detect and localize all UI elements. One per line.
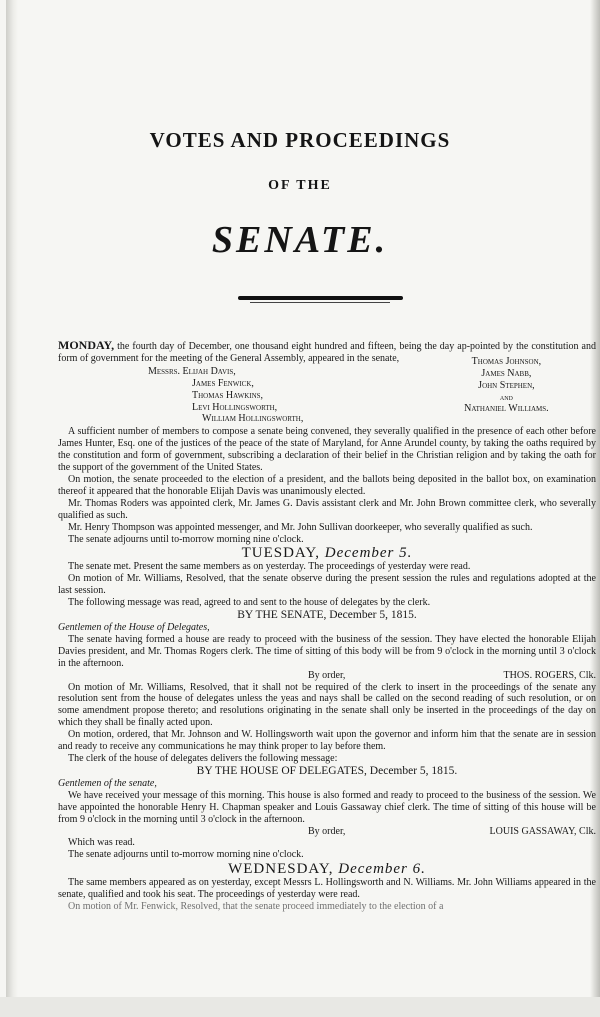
signature-line-rogers: By order, THOS. ROGERS, Clk. xyxy=(308,669,596,681)
member: Levi Hollingsworth, xyxy=(192,401,278,413)
ornamental-rule xyxy=(238,296,403,300)
paragraph-message: The following message was read, agreed to and sent to the house of delegates by the clerk. xyxy=(68,597,431,609)
paragraph-rules: On motion of Mr. Williams, Resolved, that the senate observe during the present session the rules and regulations adopted at the last session. xyxy=(58,573,596,597)
paragraph-which-was-read: Which was read. xyxy=(68,837,135,849)
paragraph-senate-formed: The senate having formed a house are ready to proceed with the business of the session. They have elected the honorable Elijah Davies president, and Mr. Thomas Rogers clerk. The time of sitting of this body will be from 9 o'clock in the morning until 3 o'clock in the afternoon. xyxy=(58,633,596,669)
paragraph-wait-upon-governor: On motion, ordered, that Mr. Johnson and W. Hollingsworth wait upon the governor and inform him that the senate are in session and ready to receive any communications he may think proper to lay before them. xyxy=(58,729,596,753)
paragraph-clerk-delivers: The clerk of the house of delegates delivers the following message: xyxy=(68,753,338,764)
subheading-by-the-senate: BY THE SENATE, December 5, 1815. xyxy=(237,609,417,622)
paragraph-adjourn-2: The senate adjourns until to-morrow morning nine o'clock. xyxy=(68,849,304,861)
title-of-the: OF THE xyxy=(268,178,332,193)
paragraph-clerks: Mr. Thomas Roders was appointed clerk, Mr. James G. Davis assistant clerk and Mr. John Brown committee clerk, who severally qualified as such. xyxy=(58,497,596,521)
member: Thomas Johnson, xyxy=(471,355,542,367)
day-heading-wednesday: WEDNESDAY, December 6. xyxy=(228,861,426,878)
paragraph-messenger: Mr. Henry Thompson was appointed messenger, and Mr. John Sullivan doorkeeper, who severally qualified as such. xyxy=(68,521,533,533)
title-senate: SENATE. xyxy=(211,219,389,261)
day-heading-tuesday: TUESDAY, December 5. xyxy=(241,545,413,562)
members-right-column xyxy=(417,356,596,426)
ornamental-rule-thin xyxy=(250,302,390,303)
members-list xyxy=(58,355,596,426)
address-senate: Gentlemen of the senate, xyxy=(58,777,157,789)
title-votes-and-proceedings: VOTES AND PROCEEDINGS xyxy=(149,128,451,152)
paragraph-fenwick: On motion of Mr. Fenwick, Resolved, that the senate proceed immediately to the election of a xyxy=(68,901,444,913)
page-bottom-edge xyxy=(0,997,600,1017)
paragraph-resolution-clerk: On motion of Mr. Williams, Resolved, that it shall not be required of the clerk to insert in the proceedings of the senate any resolution sent from the house of delegates unless the yeas and nays shall be called on the second reading of such resolution, or on some amendment propose thereto; and resolutions originating in the senate shall only be inserted in the proceedings of the day on which they shall be finally acted upon. xyxy=(58,681,596,729)
paragraph-qualification: A sufficient number of members to compose a senate being convened, they severally qualified in the presence of each other before James Hunter, Esq. one of the justices of the peace of the state of Maryland, for Anne Arundel county, by taking the oaths required by the constitution and form of government, subscribing a declaration of their belief in the Christian religion and by taking the oath for the support of the government of the United States. xyxy=(58,426,596,474)
member: William Hollingsworth, xyxy=(202,413,304,425)
member: James Fenwick, xyxy=(192,377,254,389)
paragraph-house-reply: We have received your message of this morning. This house is also formed and ready to proceed to the business of the session. We have appointed the honorable Henry H. Chapman speaker and Louis Gassaway chief clerk. The time of sitting of this house will be from 9 o'clock in the morning until 3 o'clock in the afternoon. xyxy=(58,789,596,825)
paragraph-election: On motion, the senate proceeded to the election of a president, and the ballots being deposited in the ballot box, on examination thereof it appeared that the honorable Elijah Davis was unanimously elected. xyxy=(58,473,596,497)
paragraph-wednesday: The same members appeared as on yesterday, except Messrs L. Hollingsworth and N. Williams. Mr. John Williams appeared in the senate, qualified and took his seat. The proceedings of yesterday were read. xyxy=(58,877,596,901)
member: James Nabb, xyxy=(481,367,532,379)
members-left-column xyxy=(58,366,417,426)
member: Thomas Hawkins, xyxy=(192,389,264,401)
paragraph-adjourn: The senate adjourns until to-morrow morning nine o'clock. xyxy=(68,533,304,545)
member: Nathaniel Williams. xyxy=(464,403,549,415)
paragraph-senate-met: The senate met. Present the same members as on yesterday. The proceedings of yesterday were read. xyxy=(68,561,471,573)
member-conjunction: and xyxy=(499,392,513,402)
proceedings-text xyxy=(58,340,596,913)
member: Elijah Davis, xyxy=(182,365,236,377)
signature-line-gassaway: By order, LOUIS GASSAWAY, Clk. xyxy=(308,825,596,837)
subheading-by-the-house: BY THE HOUSE OF DELEGATES, December 5, 1815. xyxy=(196,764,458,777)
paragraph-monday: MONDAY, the fourth day of December, one thousand eight hundred and fifteen, being the day ap-pointed by the constitution and form of government for the meeting of the General Assembly, appeared in the senate, xyxy=(58,338,596,364)
address-house-of-delegates: Gentlemen of the House of Delegates, xyxy=(58,622,210,634)
member: John Stephen, xyxy=(478,379,535,391)
members-prefix: Messrs. xyxy=(148,365,181,377)
monday-lead: MONDAY, xyxy=(58,338,115,352)
